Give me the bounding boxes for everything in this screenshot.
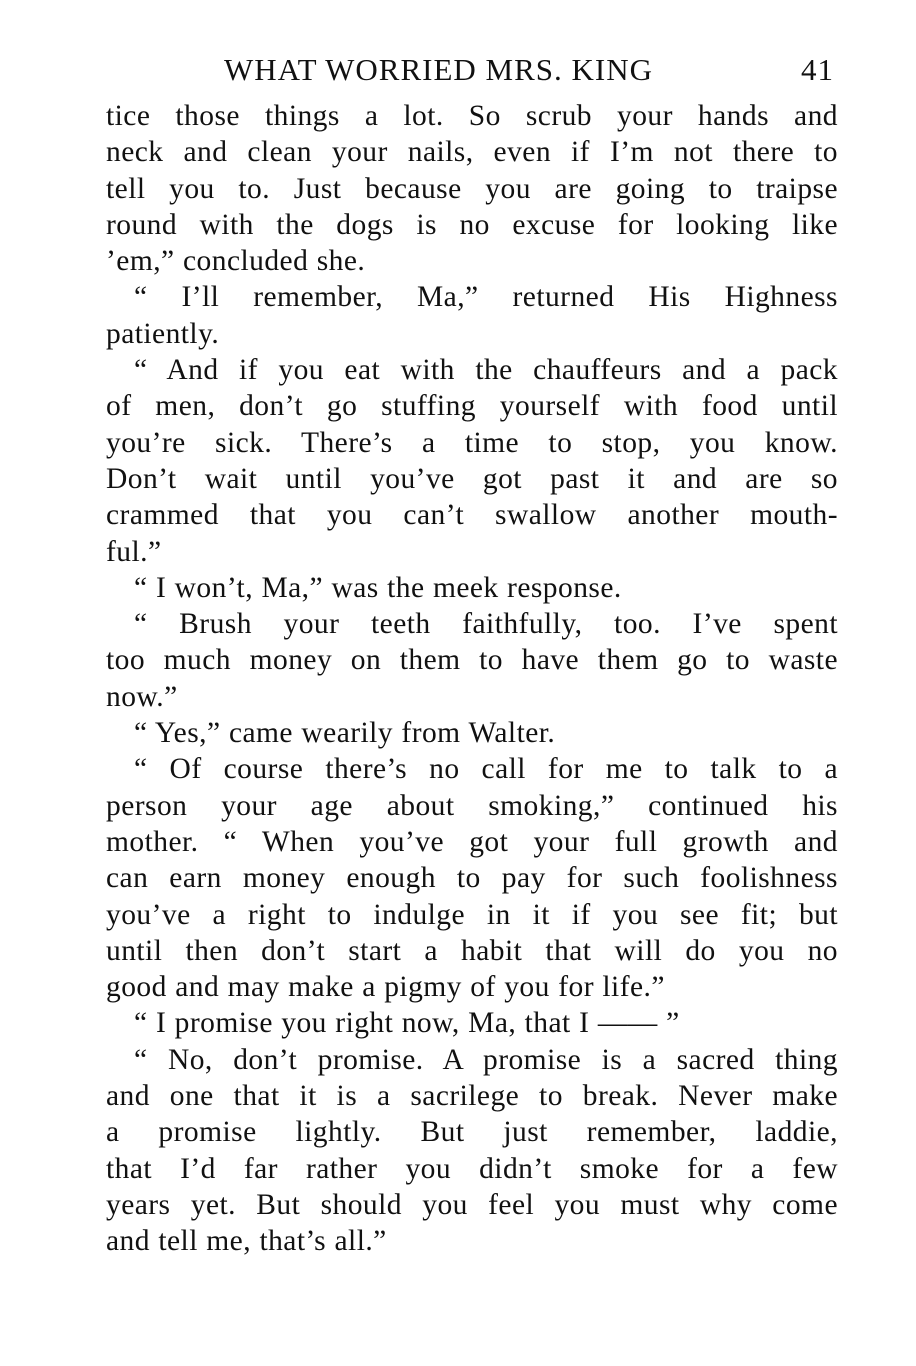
running-header (106, 48, 838, 98)
text-line: tice those things a lot. So scrub your hands and (106, 100, 838, 132)
text-line: now.” (106, 680, 178, 713)
text-line: “ Yes,” came wearily from Walter. (134, 717, 556, 750)
book-page (106, 48, 838, 1260)
text-line: good and may make a pigmy of you for life.” (106, 971, 665, 1004)
text-line: neck and clean your nails, even if I’m not there to (106, 136, 838, 169)
text-line: Don’t wait until you’ve got past it and are so (106, 462, 838, 495)
text-line: “ No, don’t promise. A promise is a sacred thing (134, 1043, 838, 1076)
text-line: crammed that you can’t swallow another mouth- (106, 499, 838, 532)
text-line: and tell me, that’s all.” (106, 1225, 387, 1258)
body-text (106, 98, 838, 1260)
text-line: “ I promise you right now, Ma, that I —— ” (134, 1007, 680, 1040)
text-line: you’re sick. There’s a time to stop, you know. (106, 426, 838, 459)
text-line: ful.” (106, 535, 162, 568)
text-line: “ I’ll remember, Ma,” returned His Highness (134, 281, 838, 314)
text-line: too much money on them to have them go to waste (106, 644, 838, 677)
text-line: “ And if you eat with the chauffeurs and a pack (134, 354, 838, 387)
text-line: years yet. But should you feel you must why come (106, 1188, 838, 1221)
text-line: and one that it is a sacrilege to break. Never make (106, 1080, 838, 1113)
text-line: round with the dogs is no excuse for looking like (106, 208, 838, 241)
text-line: you’ve a right to indulge in it if you see fit; but (106, 898, 838, 931)
text-line: “ Of course there’s no call for me to talk to a (134, 753, 838, 786)
text-line: ’em,” concluded she. (106, 245, 366, 278)
text-line: mother. “ When you’ve got your full growth and (106, 825, 838, 858)
text-line: “ Brush your teeth faithfully, too. I’ve spent (134, 608, 838, 641)
text-line: of men, don’t go stuffing yourself with food until (106, 390, 838, 423)
page-number: 41 (801, 52, 834, 87)
text-line: person your age about smoking,” continued his (106, 789, 838, 822)
text-line: tell you to. Just because you are going to traipse (106, 172, 838, 205)
text-line: can earn money enough to pay for such foolishness (106, 862, 838, 895)
text-line: a promise lightly. But just remember, laddie, (106, 1116, 838, 1149)
text-line: patiently. (106, 317, 220, 350)
running-title: WHAT WORRIED MRS. KING (224, 52, 654, 87)
text-line: “ I won’t, Ma,” was the meek response. (134, 571, 622, 604)
text-line: until then don’t start a habit that will do you no (106, 934, 838, 967)
text-line: that I’d far rather you didn’t smoke for a few (106, 1152, 838, 1185)
